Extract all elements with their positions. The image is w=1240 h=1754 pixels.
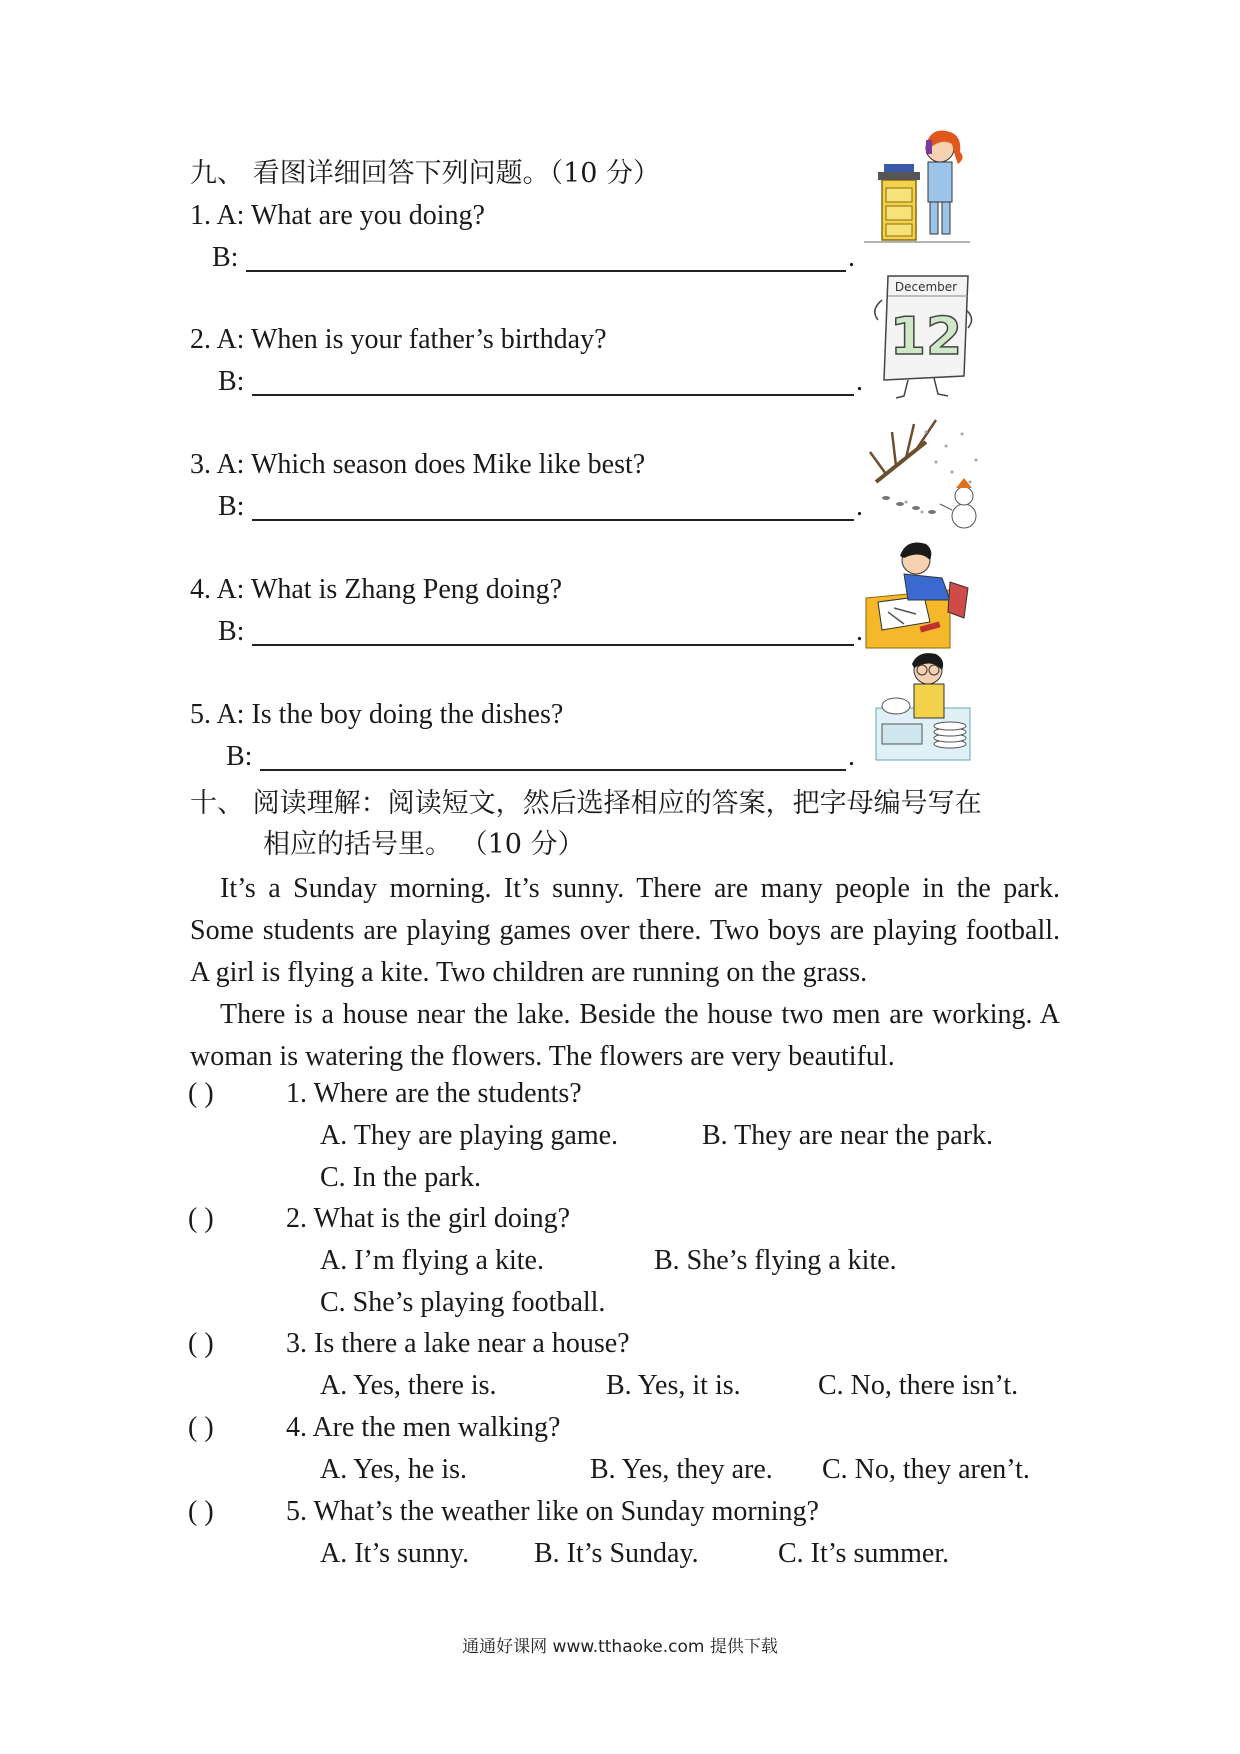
q9-4-answer-line[interactable] — [252, 644, 854, 646]
q10-1-question: 1. Where are the students? — [286, 1078, 582, 1109]
q10-5-question: 5. What’s the weather like on Sunday morning? — [286, 1496, 819, 1527]
q9-4-question: 4. A: What is Zhang Peng doing? — [190, 574, 562, 605]
q9-2-period: . — [856, 366, 863, 397]
q9-1-question: 1. A: What are you doing? — [190, 200, 485, 231]
answer-bracket-1[interactable]: ( ) — [188, 1078, 214, 1109]
girl-on-phone-picture — [862, 118, 972, 248]
q10-3-question: 3. Is there a lake near a house? — [286, 1328, 630, 1359]
q9-2-answer-line[interactable] — [252, 394, 854, 396]
boy-drawing-picture — [864, 538, 976, 650]
q10-5-option-c: C. It’s summer. — [778, 1538, 950, 1569]
answer-bracket-2[interactable]: ( ) — [188, 1203, 214, 1234]
page-footer: 通通好课网 www.tthaoke.com 提供下载 — [462, 1637, 778, 1657]
passage-paragraph-1: It’s a Sunday morning. It’s sunny. There are many people in the park. Some students are playing games over there. Two boys are playing football. A girl is flying a kite. Two children are running on the grass. — [190, 873, 1060, 988]
q10-1-option-b: B. They are near the park. — [702, 1120, 994, 1151]
q9-3-b-label: B: — [218, 491, 245, 522]
q10-3-option-c: C. No, there isn’t. — [818, 1370, 1019, 1401]
reading-passage — [190, 868, 1060, 1078]
q9-1-period: . — [848, 242, 855, 273]
section-10-title-line2: 相应的括号里。 （10 分） — [263, 829, 585, 860]
calendar-day: 12 — [889, 307, 963, 367]
section-9-title: 九、 看图详细回答下列问题。（10 分） — [190, 158, 661, 189]
q10-1-option-a: A. They are playing game. — [320, 1120, 619, 1151]
section-10-title: 十、 阅读理解：阅读短文，然后选择相应的答案，把字母编号写在 — [190, 788, 982, 819]
q9-5-answer-line[interactable] — [260, 769, 846, 771]
q10-4-option-c: C. No, they aren’t. — [822, 1454, 1030, 1485]
q10-4-option-b: B. Yes, they are. — [590, 1454, 773, 1485]
q10-2-option-a: A. I’m flying a kite. — [320, 1245, 544, 1276]
passage-paragraph-2: There is a house near the lake. Beside the house two men are working. A woman is watering the flowers. The flowers are very beautiful. — [190, 999, 1060, 1072]
answer-bracket-3[interactable]: ( ) — [188, 1328, 214, 1359]
q9-3-question: 3. A: Which season does Mike like best? — [190, 449, 646, 480]
q10-4-question: 4. Are the men walking? — [286, 1412, 561, 1443]
q10-5-option-b: B. It’s Sunday. — [534, 1538, 699, 1569]
boy-washing-dishes-picture — [872, 648, 974, 762]
winter-snowman-picture — [866, 412, 990, 536]
q10-1-option-c: C. In the park. — [320, 1162, 481, 1193]
answer-bracket-5[interactable]: ( ) — [188, 1496, 214, 1527]
calendar-month: December — [894, 280, 958, 294]
q10-5-option-a: A. It’s sunny. — [320, 1538, 470, 1569]
q9-5-question: 5. A: Is the boy doing the dishes? — [190, 699, 564, 730]
q10-3-option-b: B. Yes, it is. — [606, 1370, 741, 1401]
q10-3-option-a: A. Yes, there is. — [320, 1370, 497, 1401]
q9-1-b-label: B: — [212, 242, 239, 273]
q9-5-period: . — [848, 741, 855, 772]
q9-2-b-label: B: — [218, 366, 245, 397]
q9-5-b-label: B: — [226, 741, 253, 772]
q10-2-question: 2. What is the girl doing? — [286, 1203, 571, 1234]
q10-2-option-c: C. She’s playing football. — [320, 1287, 606, 1318]
answer-bracket-4[interactable]: ( ) — [188, 1412, 214, 1443]
q9-4-period: . — [856, 616, 863, 647]
calendar-picture — [868, 270, 978, 402]
q10-2-option-b: B. She’s flying a kite. — [654, 1245, 897, 1276]
q9-3-answer-line[interactable] — [252, 519, 854, 521]
q9-4-b-label: B: — [218, 616, 245, 647]
q9-3-period: . — [856, 491, 863, 522]
q9-1-answer-line[interactable] — [246, 270, 846, 272]
q10-4-option-a: A. Yes, he is. — [320, 1454, 468, 1485]
q9-2-question: 2. A: When is your father’s birthday? — [190, 324, 607, 355]
